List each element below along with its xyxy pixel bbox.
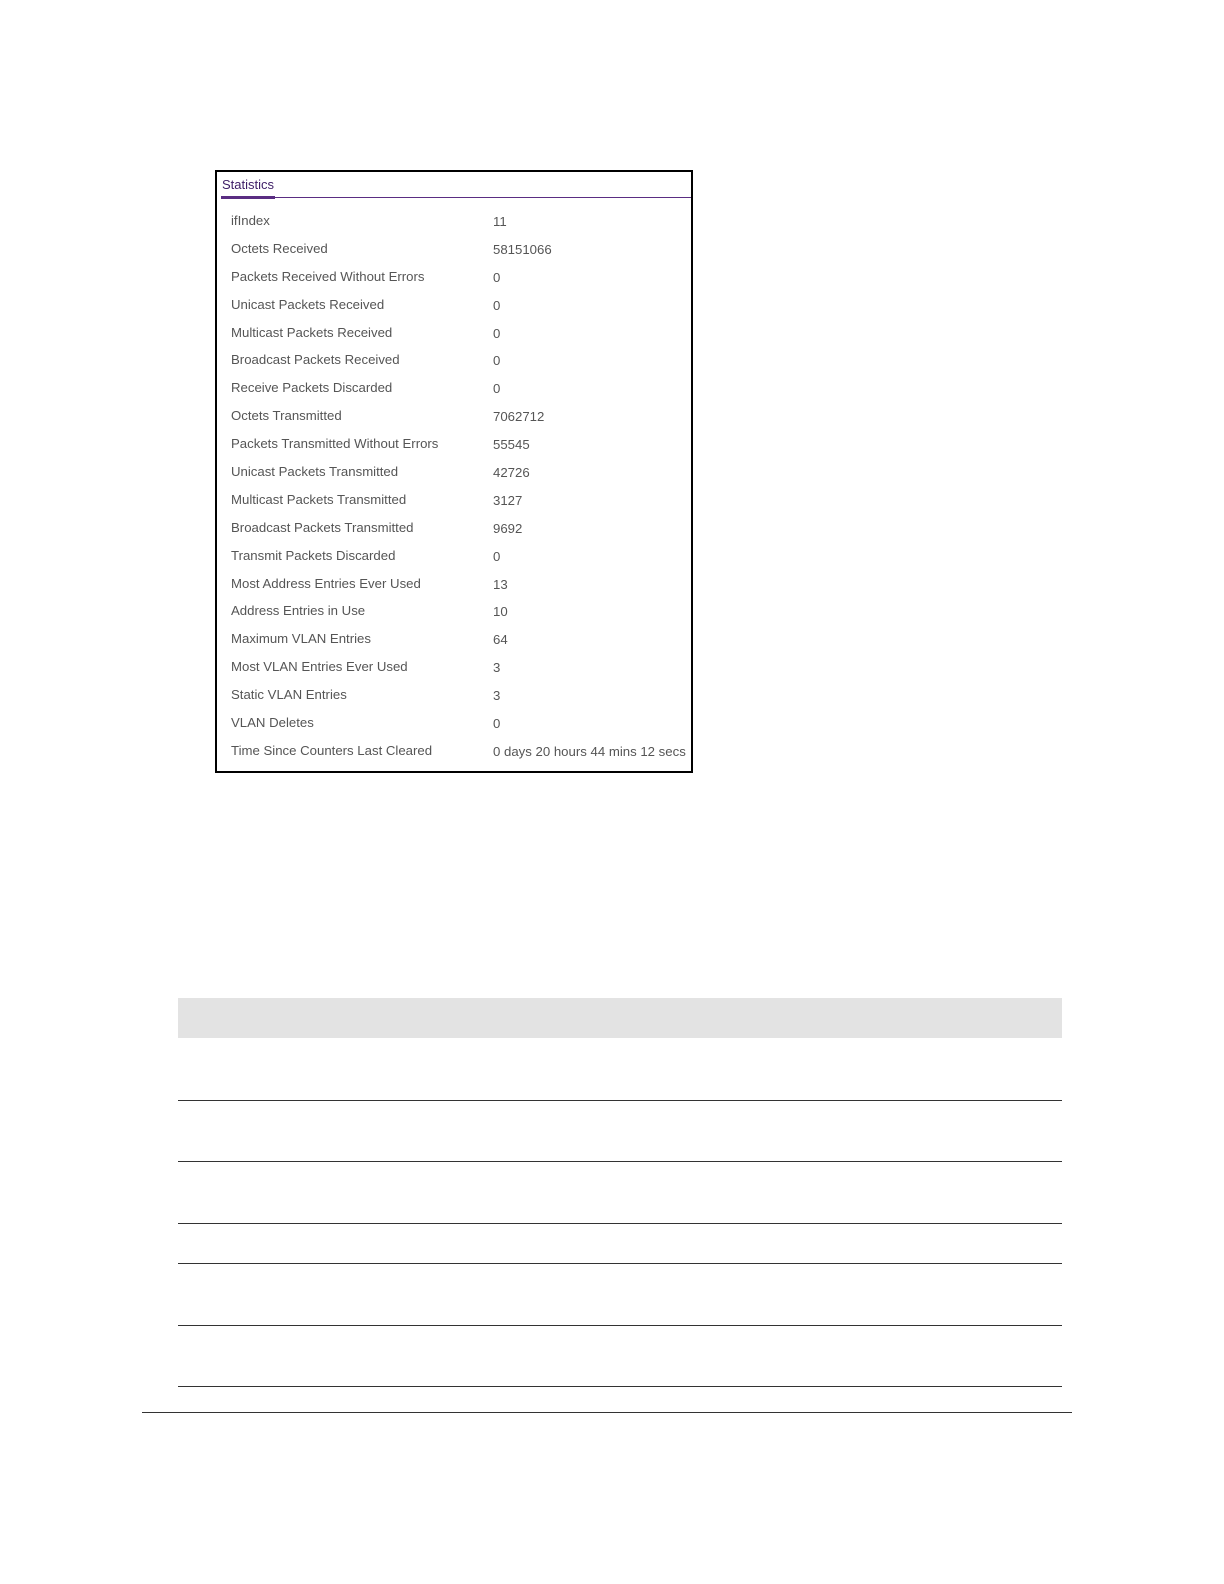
table-row: [178, 1038, 1062, 1101]
statistics-row-value: 13: [493, 576, 508, 592]
statistics-row-label: Multicast Packets Received: [231, 324, 393, 340]
statistics-row-value: 0: [493, 353, 501, 369]
statistics-row-label: Receive Packets Discarded: [231, 380, 393, 396]
statistics-row: [231, 209, 681, 237]
statistics-panel: [215, 170, 693, 773]
statistics-row-label: Address Entries in Use: [231, 603, 366, 619]
statistics-row: [231, 460, 681, 488]
statistics-row-value: 0 days 20 hours 44 mins 12 secs: [493, 743, 686, 759]
statistics-row-label: Time Since Counters Last Cleared: [231, 742, 433, 758]
table-header: [178, 998, 1062, 1038]
statistics-row-value: 7062712: [493, 409, 545, 425]
table-row: [178, 1264, 1062, 1326]
statistics-row-value: 0: [493, 716, 501, 732]
statistics-row-value: 55545: [493, 437, 530, 453]
statistics-row-value: 42726: [493, 465, 530, 481]
statistics-row-value: 9692: [493, 520, 523, 536]
statistics-row-label: Octets Transmitted: [231, 408, 342, 424]
statistics-row-value: 3: [493, 688, 501, 704]
statistics-row-label: Broadcast Packets Received: [231, 352, 400, 368]
statistics-row-value: 0: [493, 325, 501, 341]
statistics-row-value: 3127: [493, 492, 523, 508]
statistics-row-label: Unicast Packets Received: [231, 296, 385, 312]
statistics-row: [231, 404, 681, 432]
document-table: [178, 998, 1062, 1387]
statistics-row-value: 0: [493, 381, 501, 397]
statistics-row: [231, 572, 681, 600]
table-row: [178, 1224, 1062, 1264]
statistics-row-label: Static VLAN Entries: [231, 687, 347, 703]
statistics-row-value: 10: [493, 604, 508, 620]
statistics-row: [231, 432, 681, 460]
statistics-row: [231, 599, 681, 627]
statistics-row: [231, 348, 681, 376]
statistics-row-label: Broadcast Packets Transmitted: [231, 519, 414, 535]
statistics-row: [231, 265, 681, 293]
statistics-row-label: Unicast Packets Transmitted: [231, 464, 399, 480]
statistics-row-label: Multicast Packets Transmitted: [231, 491, 407, 507]
table-row: [178, 1101, 1062, 1162]
statistics-row-label: Maximum VLAN Entries: [231, 631, 371, 647]
statistics-row-label: Most VLAN Entries Ever Used: [231, 659, 408, 675]
statistics-row-value: 0: [493, 297, 501, 313]
statistics-header: [221, 175, 691, 198]
statistics-row-label: Packets Transmitted Without Errors: [231, 436, 439, 452]
statistics-row-label: Most Address Entries Ever Used: [231, 575, 421, 591]
statistics-row-label: VLAN Deletes: [231, 715, 314, 731]
statistics-row: [231, 516, 681, 544]
tab-statistics[interactable]: Statistics: [221, 177, 275, 199]
statistics-row-value: 0: [493, 269, 501, 285]
statistics-row-value: 11: [493, 214, 507, 229]
statistics-row-value: 3: [493, 660, 501, 676]
statistics-row: [231, 488, 681, 516]
statistics-row: [231, 293, 681, 321]
statistics-row: [231, 627, 681, 655]
statistics-row-label: ifIndex: [231, 213, 270, 228]
statistics-table: [231, 209, 686, 767]
statistics-row: [231, 376, 681, 404]
statistics-row: [231, 237, 681, 265]
statistics-row-label: Octets Received: [231, 240, 328, 256]
statistics-row: [231, 739, 686, 767]
statistics-row: [231, 655, 681, 683]
table-row: [178, 1162, 1062, 1224]
statistics-row-label: Packets Received Without Errors: [231, 268, 425, 284]
page-footer-rule: [142, 1412, 1072, 1413]
table-row: [178, 1326, 1062, 1387]
statistics-row: [231, 321, 681, 349]
statistics-row-value: 0: [493, 548, 501, 564]
statistics-row-label: Transmit Packets Discarded: [231, 547, 396, 563]
statistics-row: [231, 683, 681, 711]
statistics-row-value: 64: [493, 632, 508, 648]
statistics-row-value: 58151066: [493, 241, 552, 257]
statistics-row: [231, 544, 681, 572]
statistics-row: [231, 711, 681, 739]
